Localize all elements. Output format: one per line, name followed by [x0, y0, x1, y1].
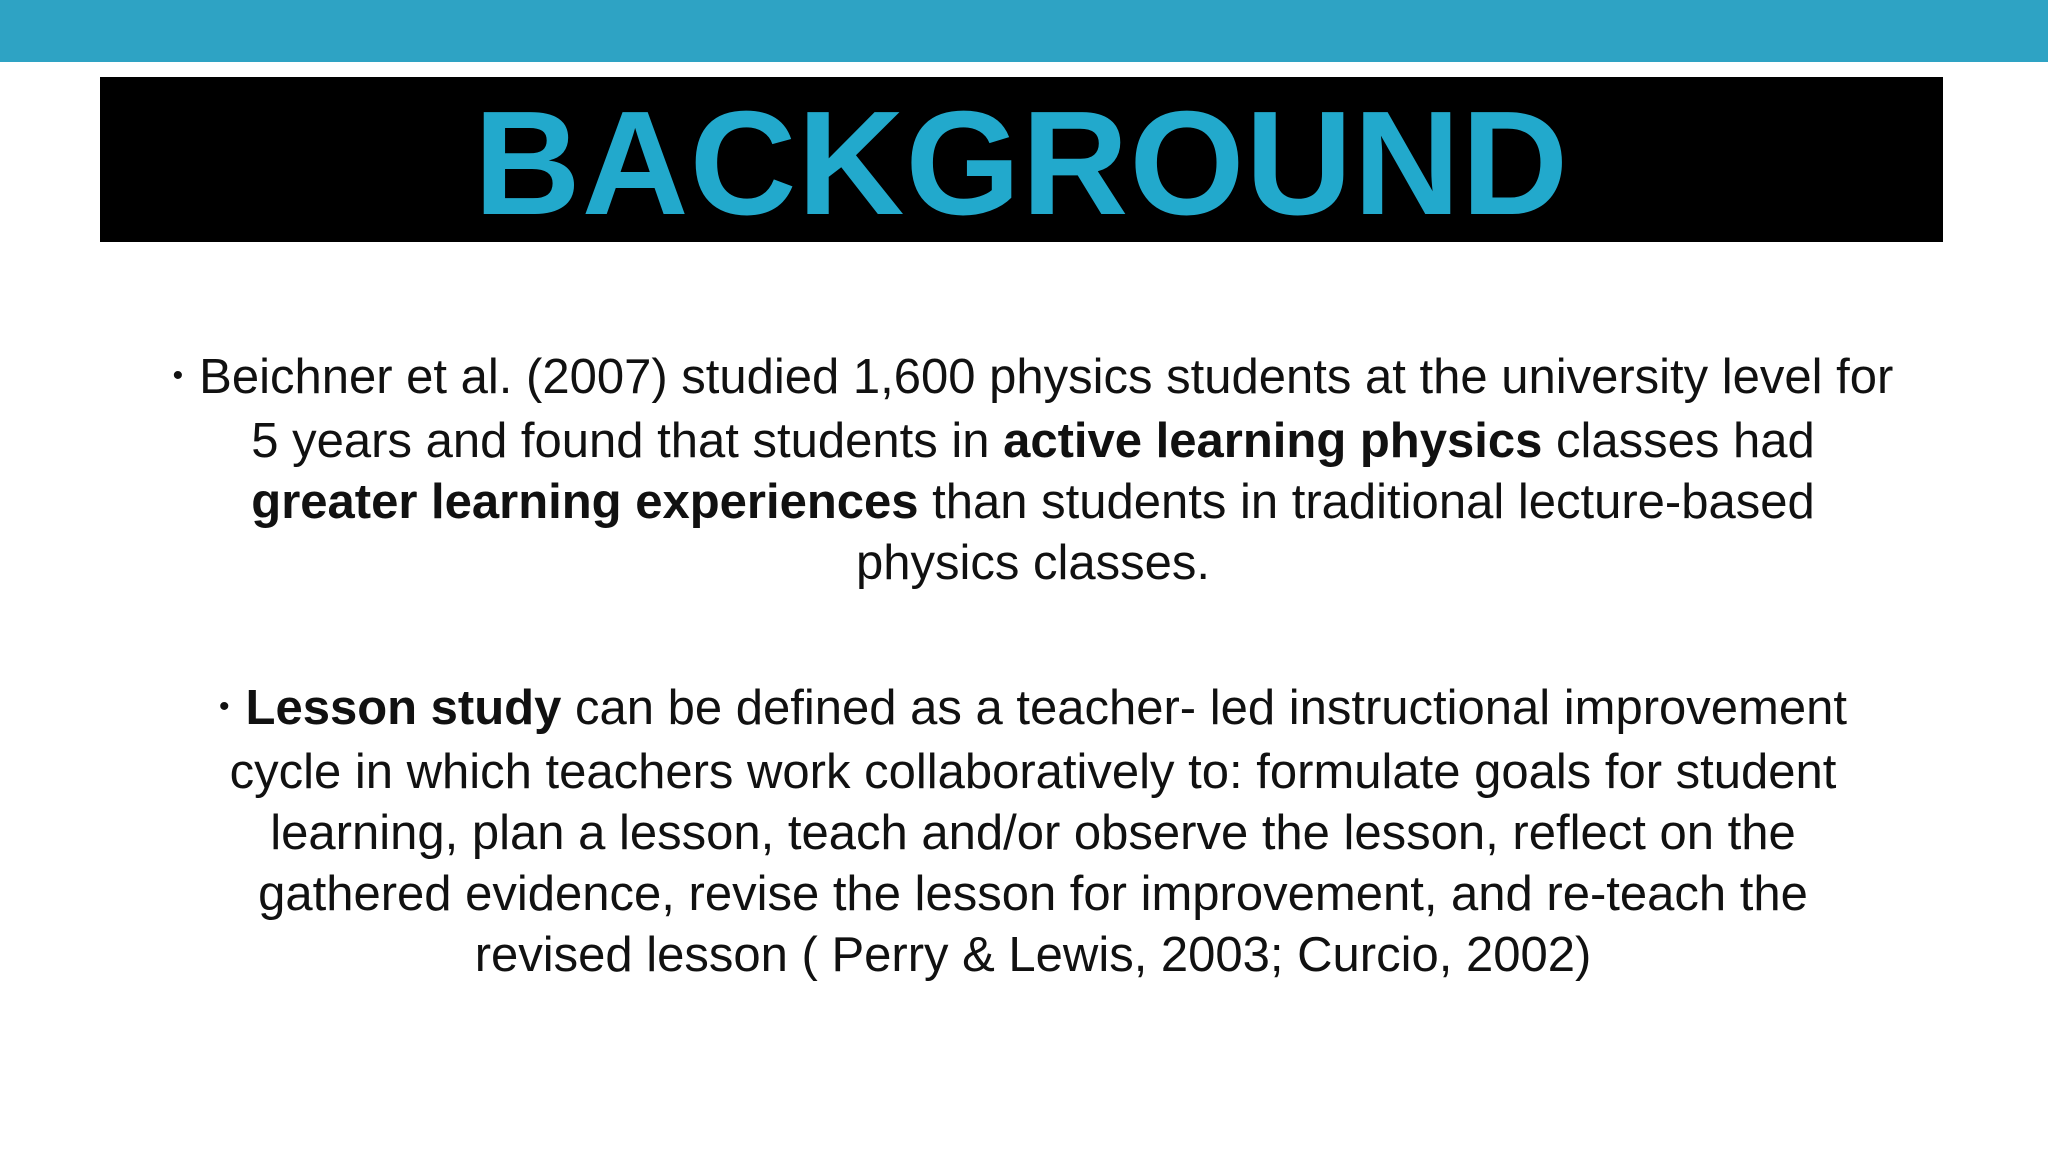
bullet-1-line-2: [110, 411, 1956, 472]
bullet-2-line-1: [110, 678, 1956, 742]
title-band: [100, 77, 1943, 246]
bullet-beichner: [110, 347, 1956, 594]
bullet-2-bold-lesson-study: Lesson study: [245, 681, 562, 735]
bullet-2-text-1b: can be defined as a teacher- led instructional improvement: [561, 681, 1847, 735]
bullet-2-line-3: learning, plan a lesson, teach and/or observe the lesson, reflect on the: [270, 805, 1796, 860]
bullet-1-line-3: [110, 472, 1956, 533]
bullet-1-line-1: [110, 347, 1956, 411]
bullet-1-text-2a: 5 years and found that students in: [251, 413, 1004, 468]
bullet-2-line-5: revised lesson ( Perry & Lewis, 2003; Curcio, 2002): [474, 927, 1592, 982]
bullet-marker-icon: •: [219, 689, 230, 723]
bullet-1-line-4: physics classes.: [855, 535, 1210, 590]
bullet-1-text-1: Beichner et al. (2007) studied 1,600 physics students at the university level for: [199, 350, 1894, 404]
bullet-lesson-study: [110, 678, 1956, 986]
bullet-2-line-2: cycle in which teachers work collaboratively to: formulate goals for student: [229, 744, 1837, 799]
bullet-1-text-2b: classes had: [1542, 413, 1815, 468]
slide-title: BACKGROUND: [473, 80, 1570, 246]
bullet-marker-icon: •: [172, 358, 184, 392]
bullet-1-text-3b: than students in traditional lecture-based: [918, 474, 1815, 529]
header-accent-bar: [0, 0, 2048, 62]
bullet-1-bold-greater-learning: greater learning experiences: [251, 474, 919, 529]
bullet-1-bold-active-learning: active learning physics: [1003, 413, 1543, 468]
bullet-2-line-4: gathered evidence, revise the lesson for improvement, and re-teach the: [258, 866, 1808, 921]
